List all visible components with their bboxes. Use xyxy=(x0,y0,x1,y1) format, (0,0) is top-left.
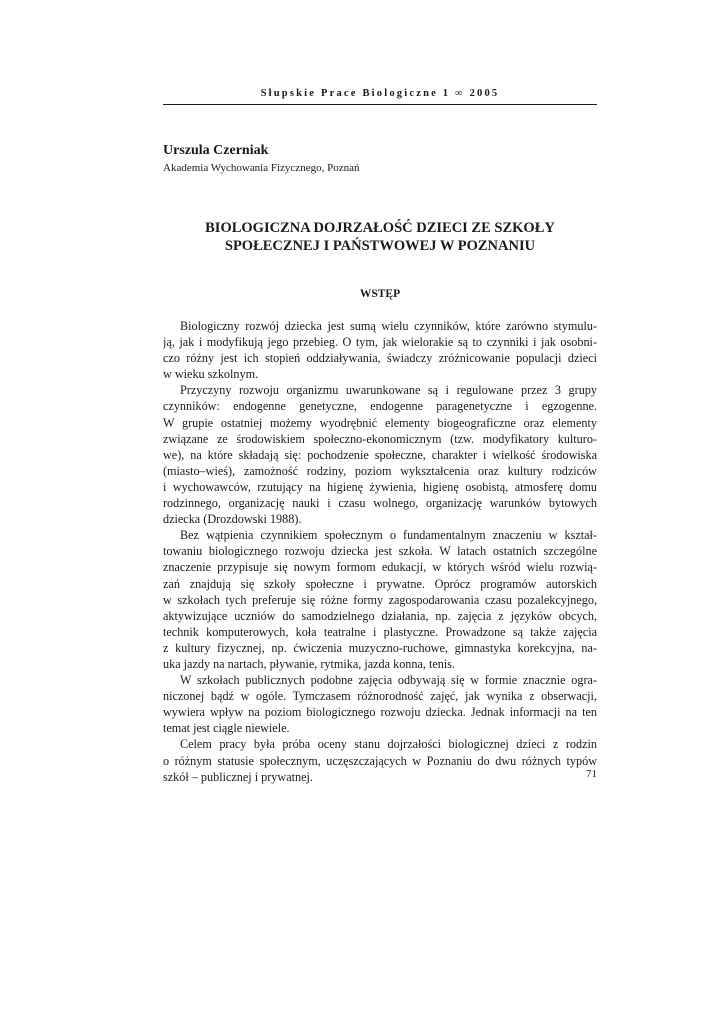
body-line: i wychowawców, rzutujący na higienę żywienia, higienę osobistą, atmosferę domu xyxy=(163,479,597,494)
body-line: W grupie ostatniej możemy wyodrębnić elementy biogeograficzne oraz elementy xyxy=(163,415,597,430)
body-line: uka jazdy na nartach, pływanie, rytmika, jazda konna, tenis. xyxy=(163,656,456,671)
body-line: aktywizujące uczniów do samodzielnego działania, np. zajęcia z języków obcych, xyxy=(163,608,597,623)
article-title xyxy=(163,219,597,255)
header-rule xyxy=(163,104,597,105)
body-line: czo różny jest ich stopień oddziaływania, świadczy zróżnicowanie populacji dzieci xyxy=(163,351,597,366)
body-line: o różnym statusie społecznym, uczęszczających w Poznaniu do dwu różnych typów xyxy=(163,753,597,768)
body-line: szkół – publicznej i prywatnej. xyxy=(163,769,313,784)
body-line: wywiera wpływ na poziom biologicznego rozwoju dziecka. Jednak informacji na ten xyxy=(163,705,597,720)
body-line: we), na które składają się: pochodzenie społeczne, charakter i wielkość środowiska xyxy=(163,447,597,462)
body-line: Bez wątpienia czynnikiem społecznym o fundamentalnym znaczeniu w kształ- xyxy=(180,528,597,543)
body-line: związane ze środowiskiem społeczno-ekonomicznym (tzw. modyfikatory kulturo- xyxy=(163,431,597,446)
body-line: temat jest ciągle niewiele. xyxy=(163,721,290,736)
body-line: towaniu biologicznego rozwoju dziecka jest szkoła. W latach ostatnich szczególne xyxy=(163,544,597,559)
body-line: rodzinnego, organizację nauki i czasu wolnego, organizację warunków bytowych xyxy=(163,496,597,511)
page-number: 71 xyxy=(586,768,597,780)
body-line: w wieku szkolnym. xyxy=(163,367,259,382)
body-line: technik komputerowych, koła teatralne i plastyczne. Prowadzone są także zajęcia xyxy=(163,624,597,639)
author-affiliation: Akademia Wychowania Fizycznego, Poznań xyxy=(163,162,360,174)
article-body xyxy=(163,318,597,785)
author-name: Urszula Czerniak xyxy=(163,143,269,158)
body-line: z kultury fizycznej, np. ćwiczenia muzyczno-ruchowe, gimnastyka korekcyjna, na- xyxy=(163,640,597,655)
body-line: W szkołach publicznych podobne zajęcia odbywają się w formie znacznie ogra- xyxy=(180,673,597,688)
body-line: Celem pracy była próba oceny stanu dojrzałości biologicznej dzieci z rodzin xyxy=(180,737,597,752)
body-line: Przyczyny rozwoju organizmu uwarunkowane są i regulowane przez 3 grupy xyxy=(180,383,597,398)
body-line: zań znajdują się szkoły społeczne i prywatne. Oprócz programów autorskich xyxy=(163,576,597,591)
article-title-line: BIOLOGICZNA DOJRZAŁOŚĆ DZIECI ZE SZKOŁY xyxy=(205,220,555,236)
section-heading: WSTĘP xyxy=(359,288,401,300)
body-line: (miasto–wieś), zamożność rodziny, poziom wykształcenia oraz kultury rodziców xyxy=(163,463,597,478)
running-header: Słupskie Prace Biologiczne 1 ∞ 2005 xyxy=(260,88,500,99)
body-line: dziecka (Drozdowski 1988). xyxy=(163,512,302,527)
body-line: czynników: endogenne genetyczne, endogenne paragenetyczne i egzogenne. xyxy=(163,399,597,414)
body-line: znaczenie przypisuje się nowym formom edukacji, w których wśród wielu rozwią- xyxy=(163,560,597,575)
body-line: w szkołach tych preferuje się różne formy zagospodarowania czasu pozalekcyjnego, xyxy=(163,592,597,607)
body-line: ją, jak i modyfikują jego przebieg. O tym, jak wielorakie są to czynniki i jak osobni- xyxy=(163,335,597,350)
body-line: Biologiczny rozwój dziecka jest sumą wielu czynników, które zarówno stymulu- xyxy=(180,319,597,333)
article-title-line: SPOŁECZNEJ I PAŃSTWOWEJ W POZNANIU xyxy=(224,238,536,254)
body-line: niczonej bądź w ogóle. Tymczasem różnorodność zajęć, jak wynika z obserwacji, xyxy=(163,689,597,704)
